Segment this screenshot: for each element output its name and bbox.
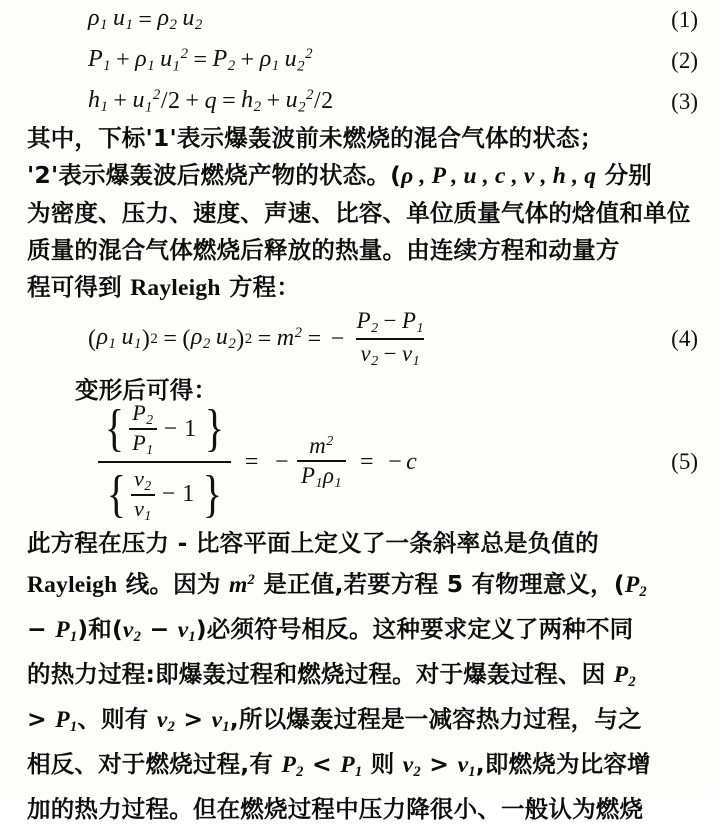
equation-3-number: (3) [671,89,698,114]
eq5-m2-over-P1rho1 [297,433,346,492]
eq4-rho1: $\rho_1$ [96,324,117,353]
eq5-P2-over-P1: $\frac{P_2}{P_1}$ [129,400,156,458]
eq3-div2-left: /2 [160,88,181,115]
eq4-rho2: $\rho_2$ [190,324,211,353]
equation-5-number: (5) [671,449,698,474]
p3-l6-gt: > [429,750,450,779]
p3-l5-P: P [55,707,70,734]
p3-l3-text-b: )和( [77,615,123,644]
paragraph-3-line-3 [27,611,699,656]
eq2-P2: $P_2$ [212,46,236,75]
paragraph-1-line-4: 质量的混合气体燃烧后释放的热量。由连续方程和动量方 [27,236,620,264]
p3-l6-lt: < [311,750,332,779]
p3-l4-text-a: 的热力过程:即爆轰过程和燃烧过程。对于爆轰过程、因 [27,660,606,689]
eq5-num-minus-one: − 1 [163,415,197,442]
eq2-equals: = [193,47,208,74]
eq1-equals: = [138,6,153,33]
paragraph-3-line-5 [27,701,699,746]
p3-l6-v1: v [457,752,469,779]
p3-l5-v1-sub: 1 [222,719,230,736]
eq4-fraction [353,308,428,370]
p1-l2-text-b: 分别 [604,161,652,189]
eq5-v2-over-v1: $\frac{v_2}{v_1}$ [131,466,155,524]
p3-l6-v2: v [402,752,414,779]
p3-l2-text-c: 是正值,若要方程 5 有物理意义，( [263,570,625,598]
equation-2-number: (2) [671,48,698,73]
p3-l6-text-b: 则 [370,750,395,779]
eq5-num-right-brace: } [204,399,225,457]
p3-l5-text-b: ,所以爆轰过程是一减容热力过程，与之 [229,705,642,734]
p3-l3-minus: − [27,615,47,644]
eq4-numerator: $P_2 - P_1$ [356,308,425,336]
eq4-rparen-1: ) [141,325,151,352]
p3-l5-v2: v [156,707,168,734]
p1-l5-rayleigh: Rayleigh [130,275,221,301]
p3-l6-P1: P [340,752,355,779]
eq5-den-left-brace: { [106,465,127,523]
p3-l3-v2: v [122,617,134,644]
eq2-plus-left: + [116,47,131,74]
p3-l5-gt-2: > [183,705,204,734]
eq1-u1: $u_1$ [112,5,134,34]
eq2-u2-squared: $u_2^2$ [284,46,314,75]
eq2-rho1-left: $\rho_1$ [135,46,156,75]
eq3-plus-3: + [266,88,281,115]
equation-3-body [88,87,334,116]
eq4-lparen-1: ( [88,325,97,352]
p3-l6-P1-sub: 1 [354,764,363,781]
p3-l2-P-sub: 2 [639,584,647,601]
p3-l3-v2-sub: 2 [133,629,142,646]
eq2-u1-squared: $u_1^2$ [160,46,189,75]
paragraph-3-line-1: 此方程在压力 - 比容平面上定义了一条斜率总是负值的 [27,529,599,557]
paragraph-1-line-5 [27,269,699,307]
p3-l5-text-a: 、则有 [77,705,149,734]
p1-l2-text-a: '2'表示爆轰波后燃烧产物的状态。( [27,161,402,189]
eq5-num-left-brace: { [104,399,125,457]
paragraph-3-line-2 [27,562,699,611]
p3-l3-text-d: )必须符号相反。这种要求定义了两种不同 [195,615,634,644]
p3-l3-P-sub: 1 [69,629,78,646]
eq2-plus-right: + [240,47,255,74]
eq3-u2-squared: $u_2^2$ [285,87,314,116]
eq1-u2: $u_2$ [182,5,203,34]
p3-l5-v1: v [211,707,223,734]
eq3-plus-2: + [185,88,200,115]
eq3-h2: $h_2$ [241,87,262,116]
paragraph-1-line-1: 其中，下标'1'表示爆轰波前未燃烧的混合气体的状态； [27,124,604,152]
eq4-lparen-2: ( [182,325,191,352]
eq5-c: c [406,448,418,475]
p3-l3-minus-2: − [149,615,170,644]
p3-l2-P: P [624,572,640,598]
eq4-m-squared: $m^2$ [276,325,303,352]
eq5-frac-denominator: $P_1\rho_1$ [297,460,346,492]
equation-4-number: (4) [671,326,698,351]
p3-l2-m: m [228,572,248,598]
eq5-outer-fraction [96,400,233,523]
eq4-u2: $u_2$ [215,324,237,353]
eq4-minus-sign: − [330,325,345,352]
p1-l5-text-a: 程可得到 [27,273,122,301]
p1-l5-text-c: 方程： [228,273,301,301]
p3-l4-P-sub: 2 [628,674,636,691]
eq2-P1: $P_1$ [88,46,112,75]
paragraph-1-line-3: 为密度、压力、速度、声速、比容、单位质量气体的焓值和单位 [27,199,691,227]
eq3-div2-right: /2 [313,88,334,115]
equation-5-row [0,399,716,523]
eq4-equals-3: = [307,325,322,352]
eq4-sup-1: 2 [150,330,159,347]
equation-4-row [0,310,716,368]
eq4-sup-2: 2 [244,330,253,347]
eq3-equals: = [222,88,237,115]
p3-l2-rayleigh: Rayleigh [27,572,118,598]
eq4-denominator: $v_2 - v_1$ [356,338,424,370]
eq5-outer-denominator [98,461,231,524]
eq3-q: q [204,88,218,115]
eq4-equals-1: = [163,325,178,352]
p1-l2-var-list: ρ , P , u , c , v , h , q [401,163,597,189]
eq5-den-right-brace: } [202,465,223,523]
equation-2-row [0,41,716,81]
paragraph-3 [27,525,699,828]
p3-l3-v1-sub: 1 [188,629,196,646]
eq5-outer-numerator [96,400,233,461]
eq2-rho1-right: $\rho_1$ [259,46,280,75]
eq4-equals-2: = [257,325,272,352]
p3-l3-v1: v [177,617,189,644]
eq5-den-minus-one: − 1 [161,481,195,508]
eq4-u1: $u_1$ [121,324,142,353]
eq5-minus-sign-2: − [388,448,403,475]
p3-l4-P: P [613,662,629,689]
paragraph-3-line-4 [27,656,699,701]
eq3-u1-squared: $u_1^2$ [132,87,161,116]
eq1-rho2: $\rho_2$ [157,5,178,34]
p3-l2-m-exponent: 2 [247,572,255,588]
paragraph-2-line-1: 变形后可得： [75,376,218,404]
p3-l5-v2-sub: 2 [167,719,175,736]
eq3-h1: $h_1$ [88,87,109,116]
p3-l5-P-sub: 1 [69,719,78,736]
eq1-rho1: $\rho_1$ [88,5,108,34]
p3-l6-v1-sub: 1 [468,764,476,781]
eq4-rparen-2: ) [236,325,245,352]
eq5-equals-2: = [360,448,375,475]
equation-1-body [88,5,203,34]
p3-l3-P: P [55,617,70,644]
p3-l6-P2: P [281,752,297,779]
paragraph-1 [27,120,699,307]
equation-5-body [96,400,417,523]
equation-3-row [0,82,716,122]
p3-l6-text-c: ,即燃烧为比容增 [475,750,651,779]
p3-l6-text-a: 相反、对于燃烧过程,有 [27,750,274,779]
equation-1-number: (1) [671,7,698,32]
p3-l5-gt: > [27,705,47,734]
paragraph-3-line-7: 加的热力过程。但在燃烧过程中压力降很小、一般认为燃烧 [27,795,644,824]
eq5-frac-numerator: $m^2$ [309,432,334,458]
equation-2-body [88,46,313,75]
equation-4-body [88,308,432,370]
eq5-equals-1: = [244,448,259,475]
paragraph-3-line-6 [27,746,699,791]
eq3-plus-1: + [113,88,128,115]
p3-l6-P2-sub: 2 [296,764,304,781]
eq5-minus-sign: − [274,448,290,475]
equation-1-row [0,2,716,38]
p3-l2-text-b: 线。因为 [125,570,221,598]
paragraph-1-line-2 [27,157,699,195]
p3-l6-v2-sub: 2 [413,764,421,781]
